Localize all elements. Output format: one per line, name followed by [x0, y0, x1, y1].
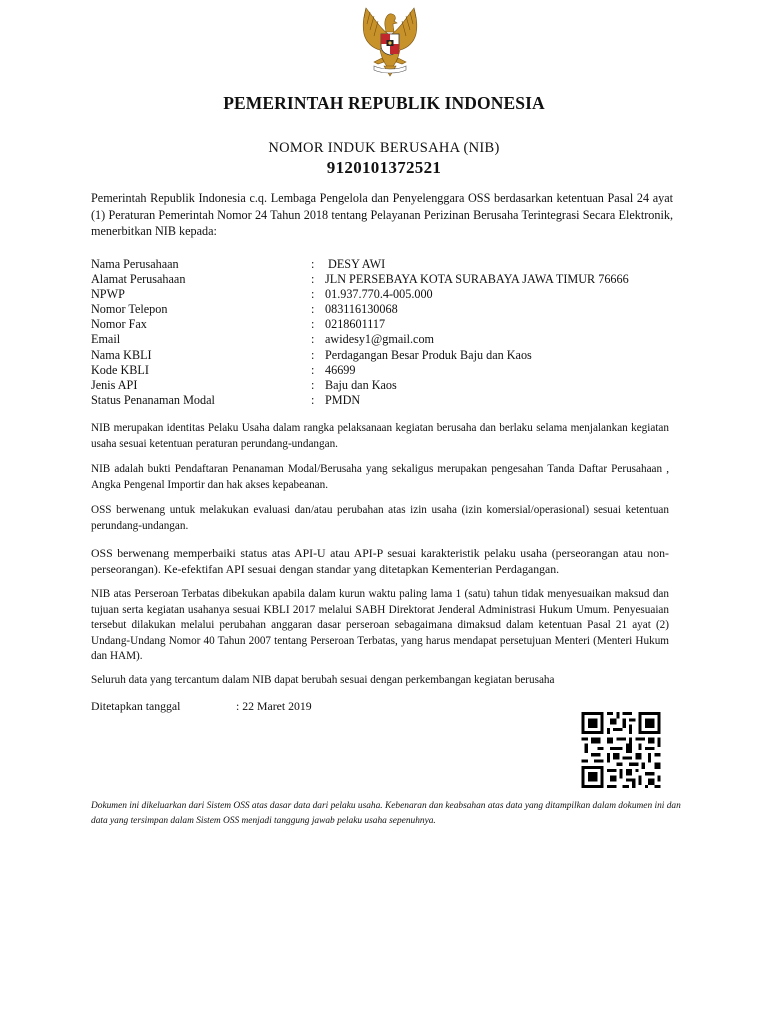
field-value: DESY AWI: [325, 257, 386, 271]
paragraph-oss-api: OSS berwenang memperbaiki status atas API-U atau API-P sesuai karakteristik pelaku usaha (perseorangan atau non-perseorangan). Ke-efektifan API sesuai dengan standar yang ditetapkan Kementerian Perdagangan.: [91, 546, 669, 576]
field-row-kbli-name: [91, 348, 691, 363]
field-label: NPWP: [91, 287, 125, 302]
field-label: Nomor Fax: [91, 317, 147, 332]
field-value: 083116130068: [325, 302, 398, 317]
field-colon: :: [311, 392, 315, 407]
nib-number: 9120101372521: [326, 158, 442, 177]
field-row-fax: [91, 317, 691, 332]
field-label: Nomor Telepon: [91, 302, 168, 317]
document-disclaimer: Dokumen ini dikeluarkan dari Sistem OSS atas dasar data dari pelaku usaha. Kebenaran dan keabsahan atas data yang ditampilkan dalam dokumen ini dan data yang tersimpan dalam Sistem OSS menjadi tanggung jawab pelaku usaha sepenuhnya.: [91, 801, 681, 826]
issued-date: [91, 699, 312, 714]
paragraph-nib-identity: NIB merupakan identitas Pelaku Usaha dalam rangka pelaksanaan kegiatan berusaha dan berlaku selama menjalankan kegiatan usaha sesuai ketentuan peraturan perundang-undangan.: [91, 422, 669, 450]
paragraph-pt-freeze: NIB atas Perseroan Terbatas dibekukan apabila dalam kurun waktu paling lama 1 (satu) tahun tidak menyesuaikan maksud dan tujuan serta kegiatan usahanya sesuai KBLI 2017 melalui SABH Direktorat Jenderal Administrasi Hukum Umum. Penyesuaian tersebut dilakukan melalui perubahan anggaran dasar perseroan sebagaimana dimaksud dalam ketentuan Pasal 21 ayat (2) Undang-Undang Nomor 40 Tahun 2007 tentang Perseroan Terbatas, yang harus mendapat persetujuan Menteri (Menteri Hukum dan HAM).: [91, 588, 669, 662]
field-row-phone: [91, 302, 691, 317]
field-row-api-type: [91, 378, 691, 393]
field-label: Nama Perusahaan: [91, 257, 179, 271]
field-value: Perdagangan Besar Produk Baju dan Kaos: [325, 347, 532, 362]
qr-code-icon: [581, 712, 661, 788]
field-colon: :: [311, 317, 315, 332]
company-fields: [91, 257, 691, 408]
field-row-email: [91, 332, 691, 347]
garuda-emblem-icon: [352, 4, 428, 80]
field-value: PMDN: [325, 392, 361, 407]
field-label: Alamat Perusahaan: [91, 272, 186, 287]
paragraph-nib-proof: NIB adalah bukti Pendaftaran Penanaman Modal/Berusaha yang sekaligus merupakan pengesahan Tanda Daftar Perusahaan , Angka Pengenal Importir dan hak akses kepabeanan.: [91, 463, 669, 491]
field-colon: :: [311, 272, 315, 287]
field-value: 01.937.770.4-005.000: [325, 287, 433, 302]
intro-paragraph: Pemerintah Republik Indonesia c.q. Lembaga Pengelola dan Penyelenggara OSS berdasarkan ketentuan Pasal 24 ayat (1) Peraturan Pemerintah Nomor 24 Tahun 2018 tentang Pelayanan Perizinan Berusaha Terintegrasi Secara Elektronik, menerbitkan NIB kepada:: [91, 191, 673, 238]
issued-date-value: : 22 Maret 2019: [236, 699, 312, 713]
field-row-npwp: [91, 287, 691, 302]
field-colon: :: [311, 347, 315, 362]
field-colon: :: [311, 377, 315, 392]
nib-label: NOMOR INDUK BERUSAHA (NIB): [268, 140, 500, 156]
government-title: PEMERINTAH REPUBLIK INDONESIA: [223, 93, 545, 113]
field-row-company-name: [91, 257, 691, 272]
field-colon: :: [311, 302, 315, 317]
paragraph-data-change: Seluruh data yang tercantum dalam NIB dapat berubah sesuai dengan perkembangan kegiatan berusaha: [91, 674, 555, 686]
paragraph-oss-evaluation: OSS berwenang untuk melakukan evaluasi dan/atau perubahan atas izin usaha (izin komersial/operasional) sesuai ketentuan perundang-undangan.: [91, 504, 669, 532]
field-colon: :: [311, 257, 315, 271]
field-label: Status Penanaman Modal: [91, 392, 215, 407]
field-label: Email: [91, 332, 121, 347]
issued-date-label: Ditetapkan tanggal: [91, 699, 181, 713]
field-value: JLN PERSEBAYA KOTA SURABAYA JAWA TIMUR 76666: [325, 272, 629, 287]
field-row-company-address: [91, 272, 691, 287]
field-label: Nama KBLI: [91, 347, 152, 362]
field-value: 0218601117: [325, 317, 386, 332]
field-value: Baju dan Kaos: [325, 377, 397, 392]
field-label: Jenis API: [91, 377, 138, 392]
field-colon: :: [311, 332, 315, 347]
field-colon: :: [311, 362, 315, 377]
field-value: awidesy1@gmail.com: [325, 332, 435, 347]
field-label: Kode KBLI: [91, 362, 149, 377]
field-row-kbli-code: [91, 363, 691, 378]
field-colon: :: [311, 287, 315, 302]
field-value: 46699: [325, 362, 356, 377]
field-row-investment-status: [91, 393, 691, 408]
